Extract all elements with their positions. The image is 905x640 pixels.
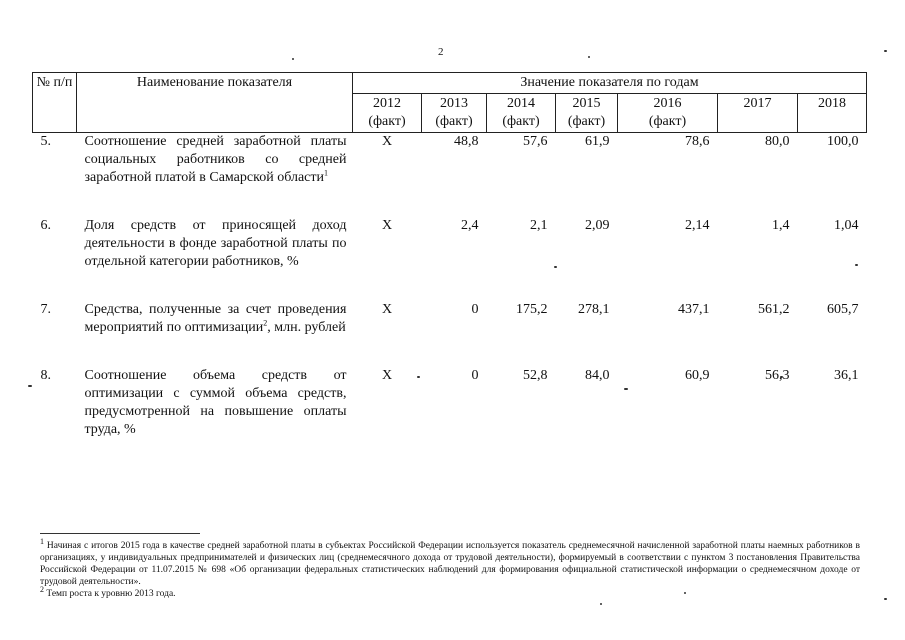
- footnote: $^2$ Темп роста к уровню 2013 года.: [40, 584, 176, 599]
- value-cell: 100,0: [827, 134, 859, 149]
- value-cell: Х: [381, 368, 393, 383]
- value-cell: 2,1: [530, 218, 548, 233]
- row-number: 5.: [40, 134, 51, 149]
- value-cell: 2,4: [461, 218, 479, 233]
- value-cell: 0: [471, 302, 479, 317]
- scan-speck: [600, 603, 602, 605]
- value-cell: 36,1: [834, 368, 859, 383]
- header-num: № п/п: [33, 73, 77, 133]
- value-cell: 2,09: [585, 218, 610, 233]
- value-cell: 605,7: [827, 302, 859, 317]
- value-cell: 1,04: [834, 218, 859, 233]
- value-cell: 78,6: [685, 134, 710, 149]
- row-number: 8.: [40, 368, 51, 383]
- table-row: [33, 301, 867, 337]
- scan-speck: [884, 50, 887, 52]
- footnote: $^1$ Начиная с итогов 2015 года в качестве средней заработной платы в субъектах Российской Федерации используется показатель среднемесячной начисленной заработной платы наемных работников в организациях, у индивидуальных предпринимателей и физических лиц (среднемесячного дохода от трудовой деятельности), формируемый в соответствии с пунктом 3 постановления Правительства Российской Федерации от 11.07.2015 № 698 «Об организации федеральных статистических наблюдений для формирования официальной статистической информации о среднемесячном доходе от трудовой деятельности».: [40, 536, 860, 587]
- table-row: [33, 133, 867, 188]
- value-cell: 561,2: [758, 302, 790, 317]
- header-year: 2013 (факт): [422, 94, 487, 133]
- header-year: 2016 (факт): [618, 94, 718, 133]
- value-cell: 84,0: [585, 368, 610, 383]
- scan-speck: [884, 598, 887, 600]
- scan-speck: [292, 58, 294, 60]
- table-row: [33, 367, 867, 439]
- indicator-name: Соотношение объема средств от оптимизации с суммой объема средств, предусмотренной на повышение оплаты труда, %: [84, 368, 347, 437]
- value-cell: 48,8: [454, 134, 479, 149]
- value-cell: 61,9: [585, 134, 610, 149]
- value-cell: 1,4: [772, 218, 790, 233]
- header-year: 2012 (факт): [353, 94, 422, 133]
- header-values-group: Значение показателя по годам: [353, 73, 867, 94]
- value-cell: 80,0: [765, 134, 790, 149]
- value-cell: 2,14: [685, 218, 710, 233]
- value-cell: 56,3: [765, 368, 790, 383]
- header-year: 2018: [798, 94, 867, 133]
- header-year: 2017: [718, 94, 798, 133]
- value-cell: 57,6: [523, 134, 548, 149]
- scan-speck: [588, 56, 590, 58]
- page-number: 2: [438, 46, 444, 58]
- value-cell: 0: [471, 368, 479, 383]
- indicator-name: Доля средств от приносящей доход деятельности в фонде заработной платы по отдельной категории работников, %: [84, 218, 347, 269]
- row-number: 6.: [40, 218, 51, 233]
- value-cell: Х: [381, 302, 393, 317]
- indicator-name: Соотношение средней заработной платы социальных работников со средней заработной платой в Самарской области$^1$: [84, 134, 347, 185]
- header-year: 2015 (факт): [556, 94, 618, 133]
- value-cell: 60,9: [685, 368, 710, 383]
- header-name: Наименование показателя: [77, 73, 353, 133]
- row-number: 7.: [40, 302, 51, 317]
- value-cell: Х: [381, 218, 393, 233]
- indicator-name: Средства, полученные за счет проведения мероприятий по оптимизации$^2$, млн. рублей: [84, 302, 347, 335]
- value-cell: 437,1: [678, 302, 710, 317]
- value-cell: Х: [381, 134, 393, 149]
- table-row: [33, 217, 867, 271]
- header-year: 2014 (факт): [487, 94, 556, 133]
- footnote-rule: [40, 533, 200, 534]
- value-cell: 52,8: [523, 368, 548, 383]
- value-cell: 175,2: [516, 302, 548, 317]
- footnotes: [40, 533, 860, 600]
- value-cell: 278,1: [578, 302, 610, 317]
- indicators-table: [32, 72, 867, 439]
